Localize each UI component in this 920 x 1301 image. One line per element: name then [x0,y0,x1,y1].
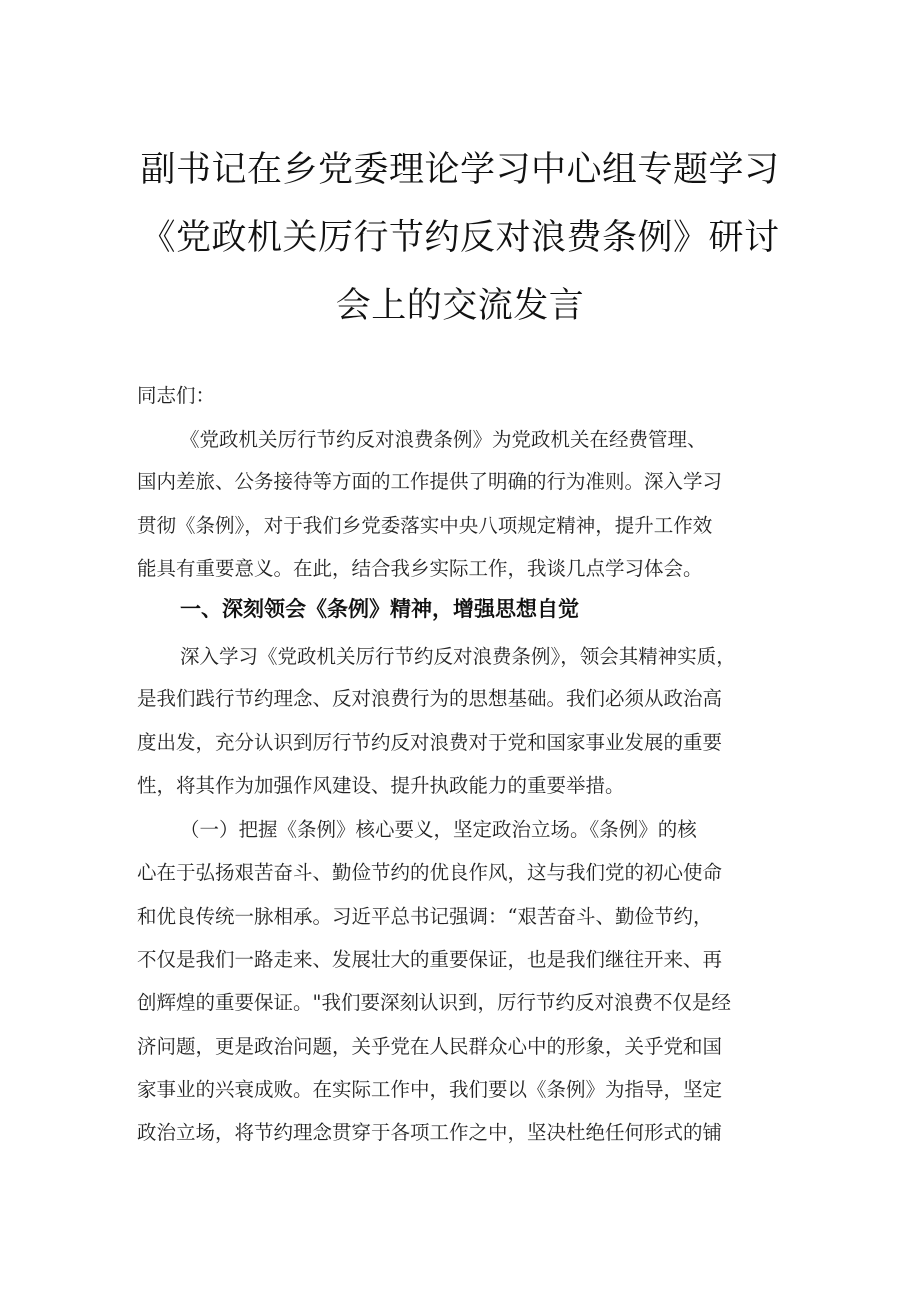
subsection1-line-8: 政治立场，将节约理念贯穿于各项工作之中，坚决杜绝任何形式的铺 [137,1121,723,1144]
salutation: 同志们： [137,384,216,407]
section1-line-3: 度出发，充分认识到厉行节约反对浪费对于党和国家事业发展的重要 [137,731,723,754]
intro-line-3: 贯彻《条例》，对于我们乡党委落实中央八项规定精神，提升工作效 [137,514,713,537]
subsection1-line-4: 不仅是我们一路走来、发展壮大的重要保证，也是我们继往开来、再 [137,948,723,971]
section1-line-2: 是我们践行节约理念、反对浪费行为的思想基础。我们必须从政治高 [137,687,723,710]
document-title-line-2: 《党政机关厉行节约反对浪费条例》研讨 [140,218,780,258]
document-title-line-3: 会上的交流发言 [335,286,585,326]
intro-line-2: 国内差旅、公务接待等方面的工作提供了明确的行为准则。深入学习 [137,470,723,493]
section-heading-1: 一、深刻领会《条例》精神，增强思想自觉 [180,597,579,621]
subsection1-line-2: 心在于弘扬艰苦奋斗、勤俭节约的优良作风，这与我们党的初心使命 [137,861,723,884]
section1-line-1: 深入学习《党政机关厉行节约反对浪费条例》，领会其精神实质， [180,645,736,668]
section1-line-4: 性，将其作为加强作风建设、提升执政能力的重要举措。 [137,774,625,797]
subsection1-line-3: 和优良传统一脉相承。习近平总书记强调：“艰苦奋斗、勤俭节约， [137,905,713,928]
subsection1-line-1: （一）把握《条例》核心要义，坚定政治立场。《条例》的核 [180,818,697,841]
intro-line-1: 《党政机关厉行节约反对浪费条例》为党政机关在经费管理、 [180,428,707,451]
subsection1-line-7: 家事业的兴衰成败。在实际工作中，我们要以《条例》为指导，坚定 [137,1078,723,1101]
document-title-line-1: 副书记在乡党委理论学习中心组专题学习 [140,150,780,190]
subsection1-line-5: 创辉煌的重要保证。"我们要深刻认识到，厉行节约反对浪费不仅是经 [137,991,731,1014]
intro-line-4: 能具有重要意义。在此，结合我乡实际工作，我谈几点学习体会。 [137,557,703,580]
subsection1-line-6: 济问题，更是政治问题，关乎党在人民群众心中的形象，关乎党和国 [137,1035,723,1058]
